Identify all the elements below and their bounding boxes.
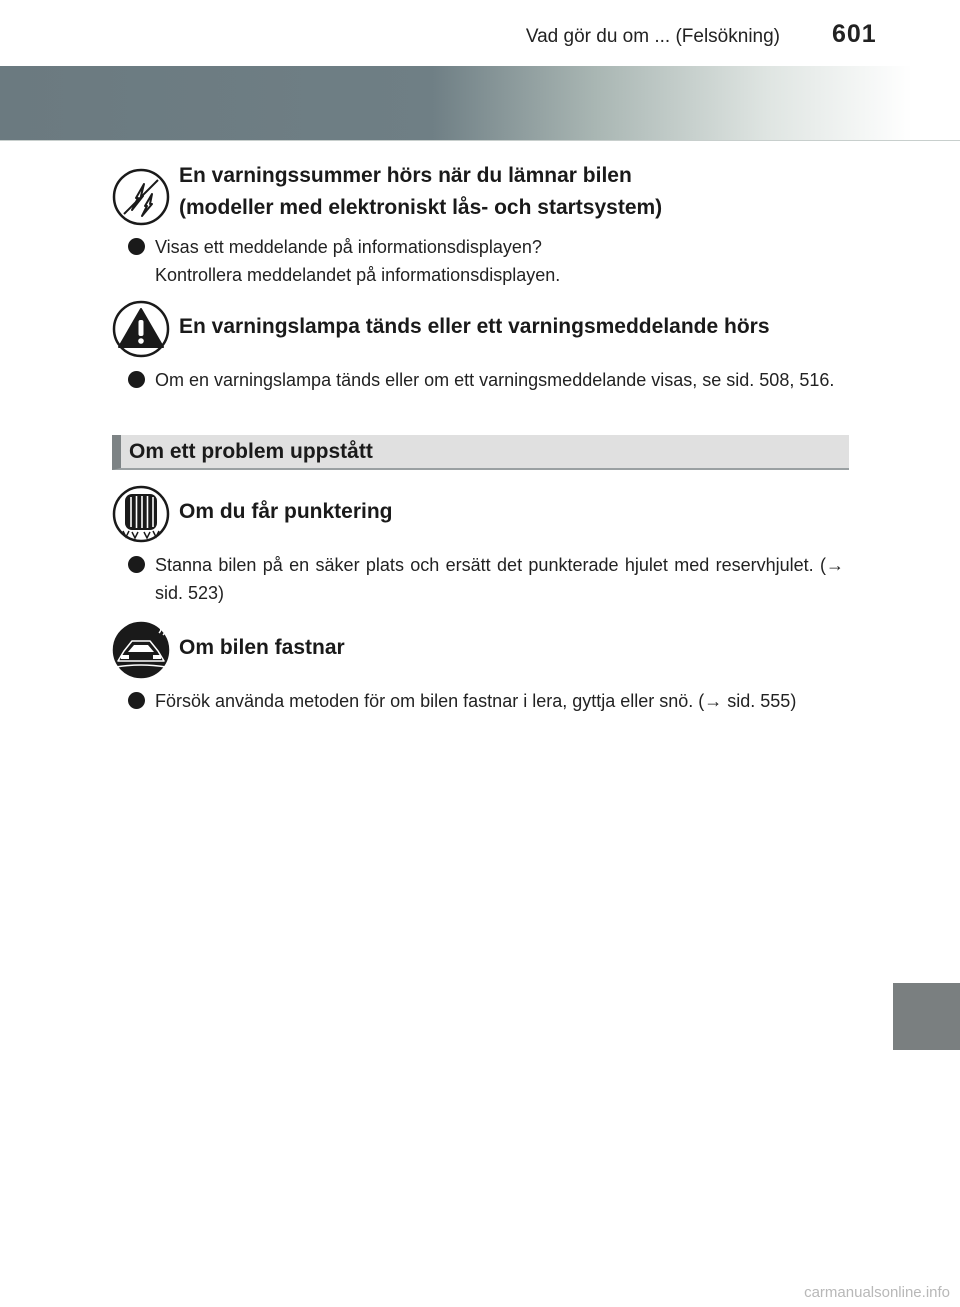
bullet-text: Stanna bilen på en säker plats och ersätt det punkterade hjulet med reservhjulet. (→ sid. 523) [155,555,844,603]
exclamation-triangle-icon [112,300,170,358]
section-heading-warning-lamp: En varningslampa tänds eller ett varningsmeddelande hörs [179,315,770,338]
section-heading-flat-tire: Om du får punktering [179,500,393,523]
bullet-icon [128,692,145,709]
chapter-tab [893,983,960,1050]
stuck-car-icon [112,621,170,679]
section-heading-buzzer [179,160,662,224]
section-heading-stuck-car: Om bilen fastnar [179,636,345,659]
bullet-text: Om en varningslampa tänds eller om ett varningsmeddelande visas, se sid. 508, 516. [155,370,835,390]
page-number: 601 [832,20,877,48]
header-band [0,66,960,140]
bullet-icon [128,371,145,388]
section-banner-title: Om ett problem uppstått [129,440,373,463]
bullet-text: Försök använda metoden för om bilen fastnar i lera, gyttja eller snö. (→ sid. 555) [155,691,797,711]
bullet-icon [128,556,145,573]
warning-buzzer-icon [112,168,170,226]
section-banner [112,435,849,470]
bullet-line: Kontrollera meddelandet på informationsdisplayen. [155,265,561,285]
list-item [128,687,844,715]
bullet-line: Visas ett meddelande på informationsdisplayen? [155,237,542,257]
list-item [128,366,844,394]
list-item [128,551,844,607]
list-item [128,233,844,289]
bullet-icon [128,238,145,255]
heading-line: En varningssummer hörs när du lämnar bilen [179,164,632,187]
header-title: Vad gör du om ... (Felsökning) [525,26,780,47]
header-divider [0,140,960,141]
heading-line: (modeller med elektroniskt lås- och startsystem) [179,196,663,219]
flat-tire-icon [112,485,170,543]
watermark: carmanualsonline.info [804,1284,950,1301]
